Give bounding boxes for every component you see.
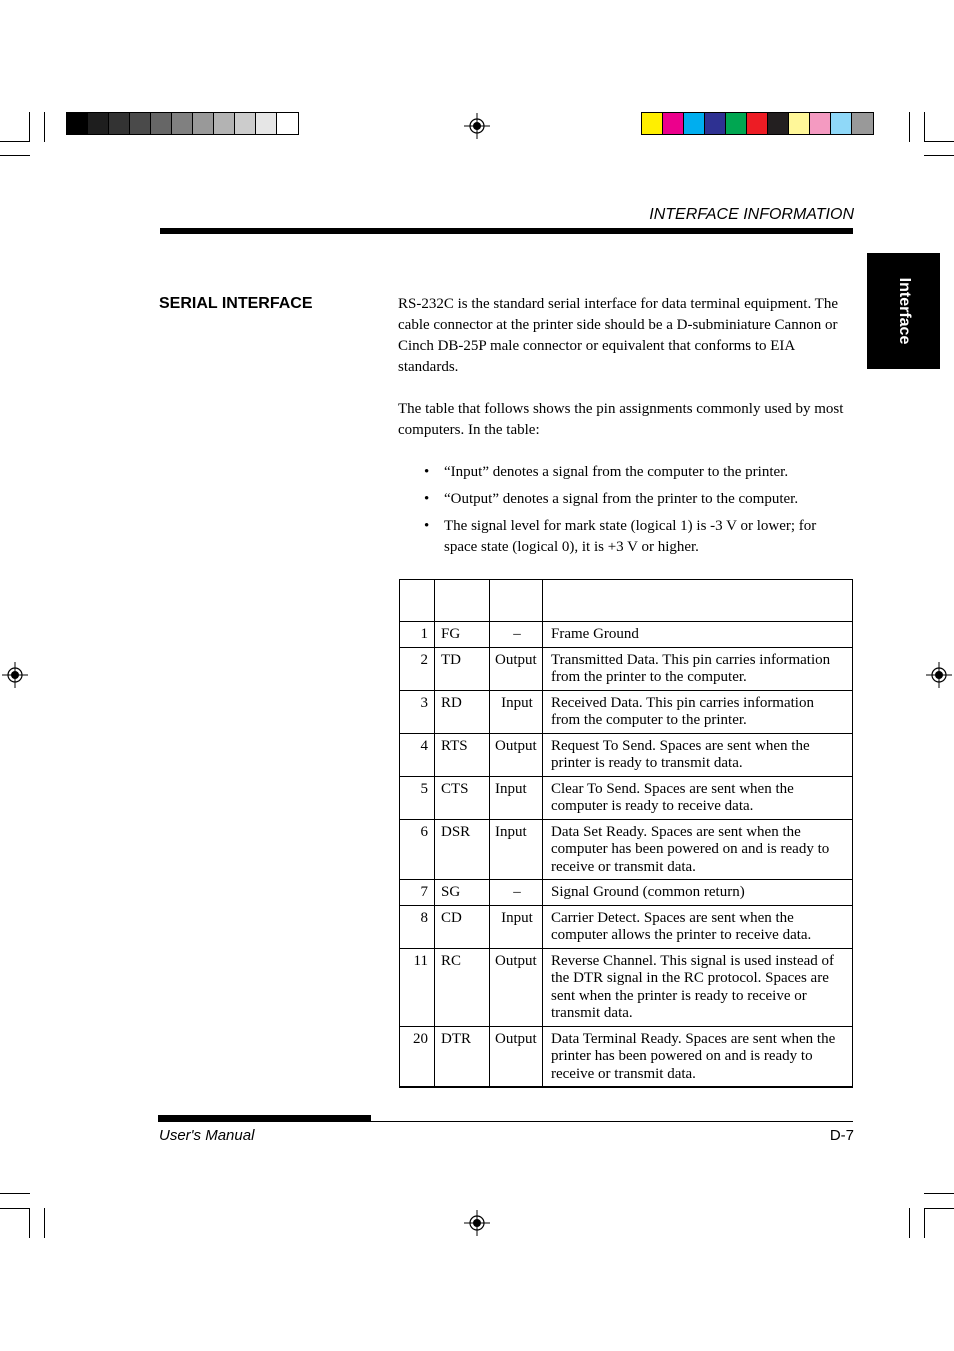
signal-name: DSR [435,819,490,880]
crop-mark [909,112,910,142]
crop-mark [924,1193,954,1194]
pin-number: 11 [400,948,435,1026]
signal-name: CTS [435,776,490,819]
signal-name: RTS [435,733,490,776]
pin-number: 7 [400,880,435,906]
signal-description: Data Terminal Ready. Spaces are sent when the printer has been powered on and is ready to receive or transmit data. [543,1026,853,1087]
crop-mark [29,112,30,142]
table-row [400,1026,853,1087]
color-swatch [235,113,256,134]
signal-name: CD [435,905,490,948]
registration-target-icon [464,1210,490,1236]
list-item: • The signal level for mark state (logical 1) is -3 V or lower; for space state (logical 0), it is +3 V or higher. [424,516,844,558]
color-swatch [663,113,684,134]
registration-target-icon [926,662,952,688]
table-row [400,690,853,733]
table-row [400,905,853,948]
footer-rule [158,1121,853,1122]
running-header: INTERFACE INFORMATION [649,206,854,223]
list-item: • “Input” denotes a signal from the computer to the printer. [424,462,844,483]
signal-direction: Output [490,948,543,1026]
table-header-row [400,580,853,622]
page-number: D-7 [829,1127,854,1144]
signal-name: FG [435,622,490,648]
signal-description: Request To Send. Spaces are sent when the printer is ready to transmit data. [543,733,853,776]
color-calibration-bar [641,112,874,135]
crop-mark [924,141,954,142]
crop-mark [0,1208,30,1209]
pin-number: 1 [400,622,435,648]
crop-mark [924,1208,925,1238]
signal-description: Signal Ground (common return) [543,880,853,906]
crop-mark [44,1208,45,1238]
color-swatch [151,113,172,134]
bullet-icon: • [424,518,430,534]
signal-direction: Input [490,819,543,880]
header-cell [490,580,543,622]
bullet-list [424,462,844,564]
signal-direction: Input [490,905,543,948]
pin-number: 5 [400,776,435,819]
signal-name: RC [435,948,490,1026]
crop-mark [924,155,954,156]
color-swatch [747,113,768,134]
header-cell [400,580,435,622]
color-swatch [214,113,235,134]
signal-description: Clear To Send. Spaces are sent when the computer is ready to receive data. [543,776,853,819]
bullet-icon: • [424,464,430,480]
signal-direction: Output [490,1026,543,1087]
color-swatch [726,113,747,134]
color-swatch [831,113,852,134]
pin-number: 2 [400,647,435,690]
signal-description: Data Set Ready. Spaces are sent when the computer has been powered on and is ready to receive or transmit data. [543,819,853,880]
section-title: SERIAL INTERFACE [159,295,313,312]
table-row [400,948,853,1026]
signal-direction: Output [490,647,543,690]
footer-manual-title: User's Manual [159,1127,255,1144]
signal-name: DTR [435,1026,490,1087]
color-swatch [705,113,726,134]
signal-name: RD [435,690,490,733]
header-cell [435,580,490,622]
signal-description: Transmitted Data. This pin carries information from the printer to the computer. [543,647,853,690]
color-swatch [109,113,130,134]
table-row [400,733,853,776]
signal-name: SG [435,880,490,906]
color-swatch [67,113,88,134]
color-swatch [193,113,214,134]
table-row [400,647,853,690]
pin-number: 3 [400,690,435,733]
header-rule [160,228,853,234]
signal-direction: Input [490,690,543,733]
color-swatch [684,113,705,134]
gray-calibration-bar [66,112,299,135]
pin-number: 20 [400,1026,435,1087]
signal-name: TD [435,647,490,690]
table-row [400,622,853,648]
registration-target-icon [2,662,28,688]
color-swatch [642,113,663,134]
pin-assignment-table [399,579,853,1088]
signal-direction: – [490,622,543,648]
signal-description: Received Data. This pin carries information from the computer to the printer. [543,690,853,733]
pin-number: 8 [400,905,435,948]
color-swatch [88,113,109,134]
color-swatch [789,113,810,134]
color-swatch [277,113,298,134]
bullet-icon: • [424,491,430,507]
color-swatch [810,113,831,134]
crop-mark [924,112,925,142]
crop-mark [0,1193,30,1194]
chapter-tab-label: Interface [895,277,913,345]
color-swatch [768,113,789,134]
chapter-tab [867,253,940,369]
pin-number: 6 [400,819,435,880]
table-row [400,776,853,819]
crop-mark [29,1208,30,1238]
crop-mark [0,141,30,142]
table-row [400,819,853,880]
table-row [400,880,853,906]
registration-target-icon [464,113,490,139]
crop-mark [924,1208,954,1209]
signal-direction: Input [490,776,543,819]
color-swatch [130,113,151,134]
pin-number: 4 [400,733,435,776]
signal-description: Reverse Channel. This signal is used instead of the DTR signal in the RC protocol. Spaces are sent when the printer is ready to receive or transmit data. [543,948,853,1026]
table-intro-paragraph: The table that follows shows the pin assignments commonly used by most computers. In the table: [398,401,844,438]
crop-mark [909,1208,910,1238]
color-swatch [172,113,193,134]
list-item: • “Output” denotes a signal from the printer to the computer. [424,489,844,510]
crop-mark [44,112,45,142]
crop-mark [0,155,30,156]
color-swatch [852,113,873,134]
intro-paragraph: RS-232C is the standard serial interface for data terminal equipment. The cable connector at the printer side should be a D-subminiature Cannon or Cinch DB-25P male connector or equivalent that conforms to EIA standards. [398,296,839,375]
color-swatch [256,113,277,134]
signal-direction: – [490,880,543,906]
signal-direction: Output [490,733,543,776]
signal-description: Carrier Detect. Spaces are sent when the computer allows the printer to receive data. [543,905,853,948]
header-cell [543,580,853,622]
signal-description: Frame Ground [543,622,853,648]
